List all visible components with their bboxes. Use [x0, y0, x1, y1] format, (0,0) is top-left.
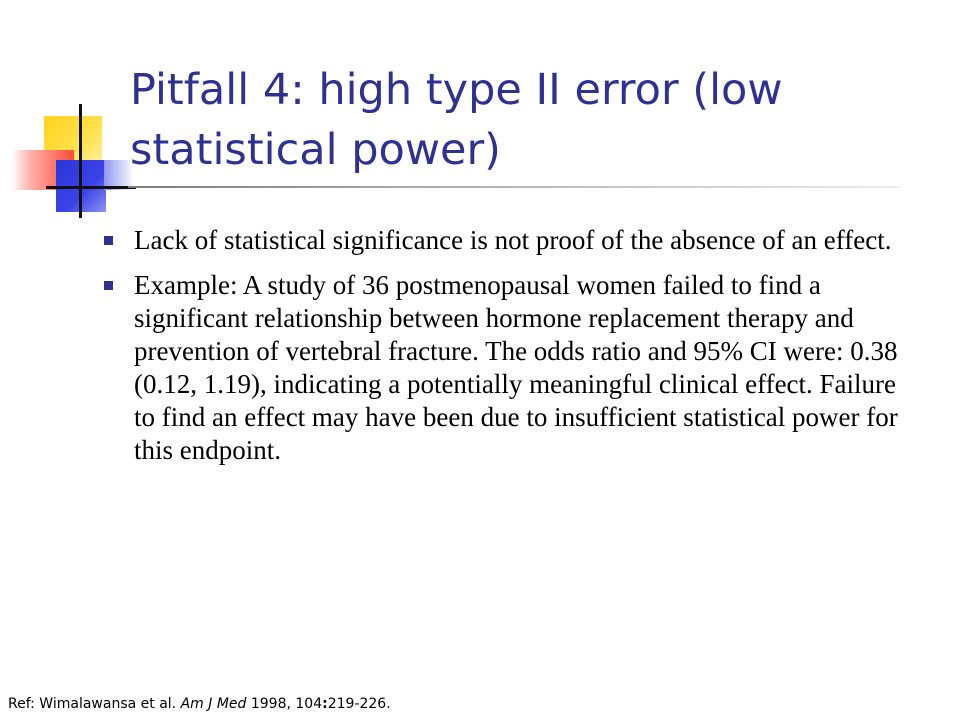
reference-pages: 219-226.	[327, 696, 391, 712]
bullet-text: Lack of statistical significance is not proof of the absence of an effect.	[134, 225, 892, 255]
bullet-item	[104, 224, 904, 257]
horizontal-crosshair-line	[46, 186, 136, 189]
decorative-logo-squares	[0, 0, 140, 230]
bullet-list	[104, 224, 904, 479]
reference-year-volume: 1998, 104	[246, 696, 323, 712]
bullet-item	[104, 269, 904, 467]
title-underline-rule	[128, 186, 900, 188]
reference-prefix: Ref: Wimalawansa et al.	[8, 696, 181, 712]
reference-colon: :	[322, 696, 328, 712]
vertical-crosshair-line	[79, 104, 82, 218]
square-bullet-icon	[104, 236, 113, 245]
square-bullet-icon	[104, 281, 113, 290]
reference-citation	[8, 695, 391, 713]
bullet-text: Example: A study of 36 postmenopausal women failed to find a significant relationship between hormone replacement therapy and prevention of vertebral fracture. The odds ratio and 95% CI were: 0.38 (0.12, 1.19), indicating a potentially meaningful clinical effect. Failure to find an effect may have been due to insufficient statistical power for this endpoint.	[134, 270, 898, 465]
slide-title: Pitfall 4: high type II error (low statistical power)	[130, 65, 783, 175]
reference-journal: Am J Med	[180, 696, 247, 712]
